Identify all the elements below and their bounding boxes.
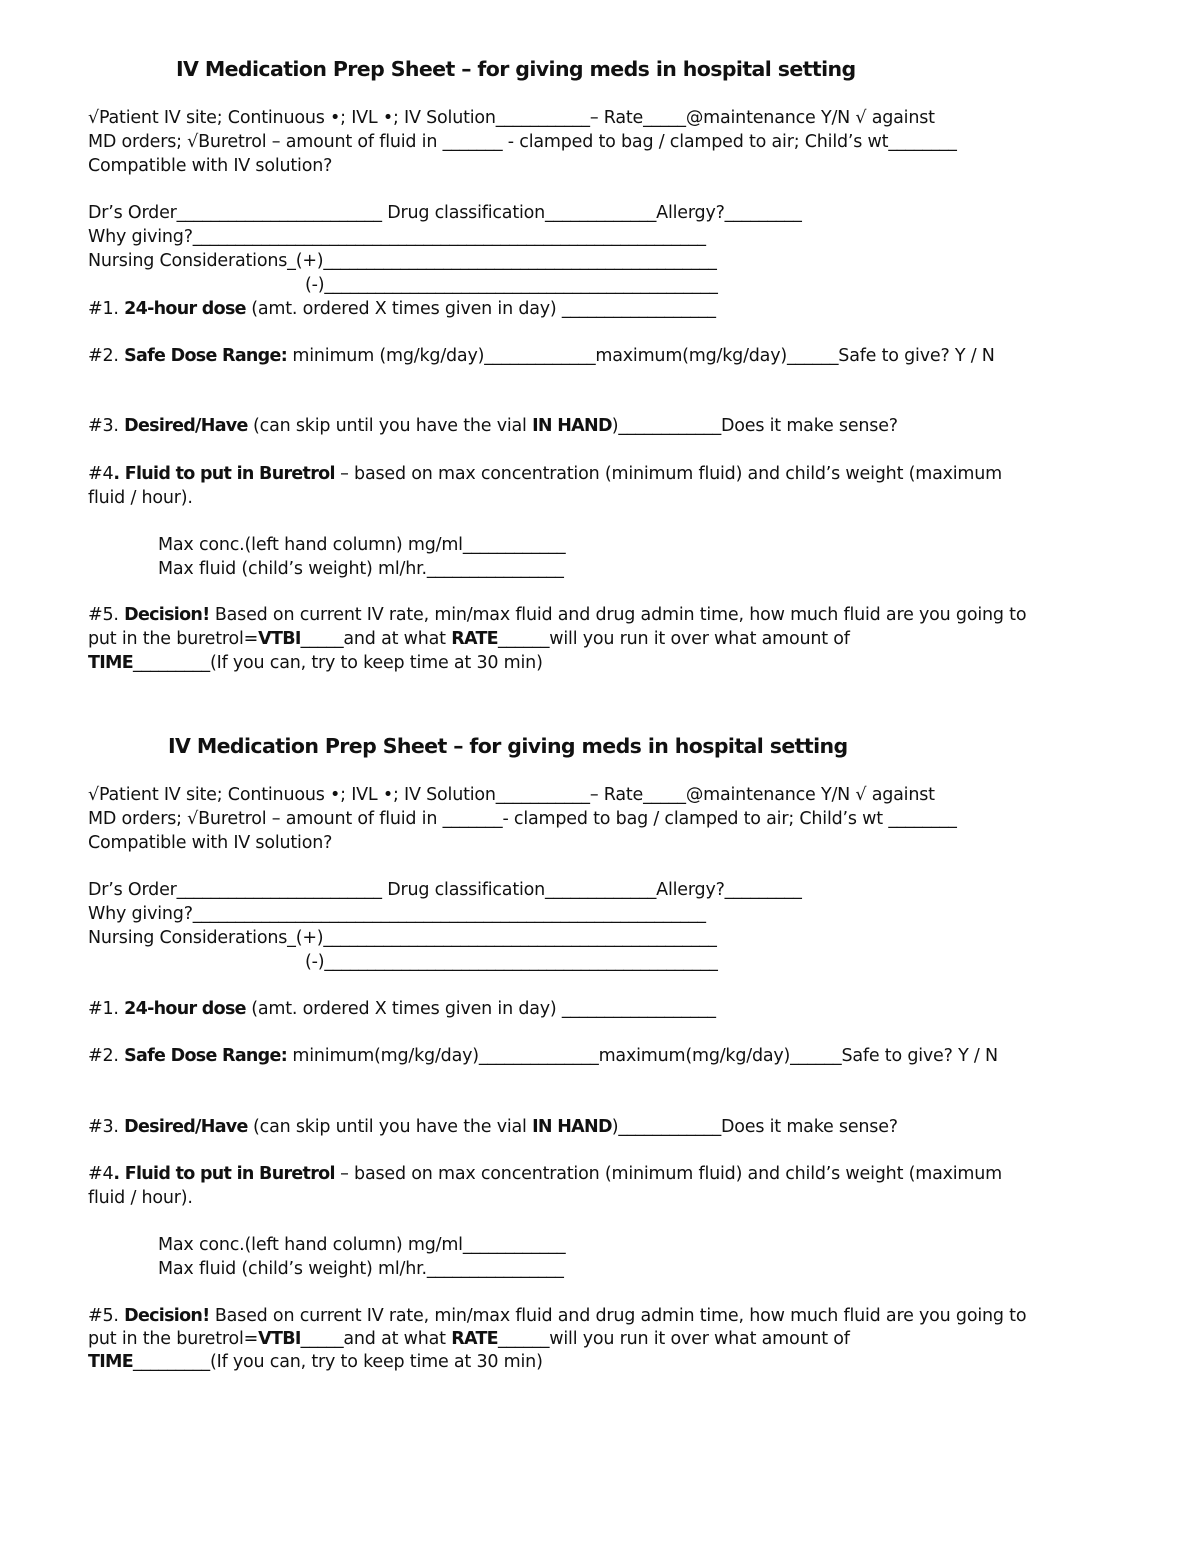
dr-order-line: Dr’s Order________________________ Drug classification_____________Allergy?_________ xyxy=(88,880,802,900)
step-1-24-hour-dose xyxy=(88,297,716,321)
step-label: Decision! xyxy=(124,605,210,625)
step-text: minimum (mg/kg/day)_____________maximum(mg/kg/day)______Safe to give? Y / N xyxy=(292,346,995,366)
step-text: Based on current IV rate, min/max fluid and drug admin time, how much fluid are you going to xyxy=(209,605,1027,625)
step-number: #4 xyxy=(88,464,114,484)
step-label: Safe Dose Range xyxy=(124,1046,281,1066)
step-label: . Fluid to put in Buretrol xyxy=(113,1164,335,1184)
step-3-desired-have xyxy=(88,1115,898,1139)
step-text: (amt. ordered X times given in day) __________________ xyxy=(245,999,716,1019)
step-1-24-hour-dose xyxy=(88,997,716,1021)
step-4-text-cont: fluid / hour). xyxy=(88,1188,193,1208)
amount-text: ______will you run it over what amount of xyxy=(497,629,850,649)
step-5-line-2 xyxy=(88,627,850,651)
step-colon: : xyxy=(280,1046,293,1066)
step-number: #3. xyxy=(88,416,125,436)
compatible-line: Compatible with IV solution? xyxy=(88,833,333,853)
rate-text: _____and at what xyxy=(300,629,452,649)
step-label: Safe Dose Range xyxy=(124,346,281,366)
nursing-considerations-plus: Nursing Considerations_(+)______________________________________________ xyxy=(88,928,717,948)
max-conc-line: Max conc.(left hand column) mg/ml____________ xyxy=(158,1235,566,1255)
step-label: 24-hour dose xyxy=(124,299,246,319)
step-text: (can skip until you have the vial xyxy=(247,416,533,436)
step-text: – based on max concentration (minimum fluid) and child’s weight (maximum xyxy=(334,464,1002,484)
step-label: 24-hour dose xyxy=(124,999,246,1019)
step-text: (amt. ordered X times given in day) __________________ xyxy=(245,299,716,319)
step-label: . Fluid to put in Buretrol xyxy=(113,464,335,484)
buretrol-text: put in the buretrol= xyxy=(88,1329,259,1349)
max-fluid-line: Max fluid (child’s weight) ml/hr.________________ xyxy=(158,559,564,579)
in-hand-label: IN HAND xyxy=(532,416,612,436)
step-number: #4 xyxy=(88,1164,114,1184)
rate-label: RATE xyxy=(451,1329,498,1349)
step-number: #5. xyxy=(88,605,125,625)
step-number: #1. xyxy=(88,999,125,1019)
max-conc-line: Max conc.(left hand column) mg/ml____________ xyxy=(158,535,566,555)
compatible-line: Compatible with IV solution? xyxy=(88,156,333,176)
step-4-fluid-buretrol xyxy=(88,462,1002,486)
nursing-considerations-minus: (-)______________________________________________ xyxy=(305,275,718,295)
step-2-safe-dose-range xyxy=(88,1044,998,1068)
step-5-decision xyxy=(88,1304,1026,1328)
sheet-title: IV Medication Prep Sheet – for giving meds in hospital setting xyxy=(168,734,848,758)
step-colon: : xyxy=(280,346,293,366)
step-label: Decision! xyxy=(124,1306,210,1326)
time-label: TIME xyxy=(88,653,134,673)
sheet-title: IV Medication Prep Sheet – for giving meds in hospital setting xyxy=(176,57,856,81)
step-label: Desired/Have xyxy=(124,1117,248,1137)
step-text: – based on max concentration (minimum fluid) and child’s weight (maximum xyxy=(334,1164,1002,1184)
why-giving-line: Why giving?____________________________________________________________ xyxy=(88,227,706,247)
step-number: #5. xyxy=(88,1306,125,1326)
in-hand-label: IN HAND xyxy=(532,1117,612,1137)
step-label: Desired/Have xyxy=(124,416,248,436)
step-number: #3. xyxy=(88,1117,125,1137)
iv-site-line: √Patient IV site; Continuous •; IVL •; IV Solution___________– Rate_____@maintenance Y/N √ against xyxy=(88,108,935,128)
vtbi-label: VTBI xyxy=(258,1329,301,1349)
prep-sheet-2 xyxy=(0,678,1200,1378)
time-text: _________(If you can, try to keep time at 30 min) xyxy=(133,653,543,673)
step-text: Based on current IV rate, min/max fluid and drug admin time, how much fluid are you going to xyxy=(209,1306,1027,1326)
rate-label: RATE xyxy=(451,629,498,649)
step-text-post: )____________Does it make sense? xyxy=(611,1117,898,1137)
prep-sheet-1 xyxy=(0,0,1200,700)
rate-text: _____and at what xyxy=(300,1329,452,1349)
time-label: TIME xyxy=(88,1352,134,1372)
buretrol-text: put in the buretrol= xyxy=(88,629,259,649)
vtbi-label: VTBI xyxy=(258,629,301,649)
nursing-considerations-plus: Nursing Considerations_(+)______________________________________________ xyxy=(88,251,717,271)
why-giving-line: Why giving?____________________________________________________________ xyxy=(88,904,706,924)
step-2-safe-dose-range xyxy=(88,344,995,368)
step-5-line-2 xyxy=(88,1327,850,1351)
dr-order-line: Dr’s Order________________________ Drug classification_____________Allergy?_________ xyxy=(88,203,802,223)
step-4-fluid-buretrol xyxy=(88,1162,1002,1186)
iv-site-line: √Patient IV site; Continuous •; IVL •; IV Solution___________– Rate_____@maintenance Y/N √ against xyxy=(88,785,935,805)
step-text-post: )____________Does it make sense? xyxy=(611,416,898,436)
md-orders-line: MD orders; √Buretrol – amount of fluid in _______- clamped to bag / clamped to air; Child’s wt ________ xyxy=(88,809,957,829)
step-5-decision xyxy=(88,603,1026,627)
nursing-considerations-minus: (-)______________________________________________ xyxy=(305,952,718,972)
step-5-line-3 xyxy=(88,1350,543,1374)
step-number: #1. xyxy=(88,299,125,319)
step-4-text-cont: fluid / hour). xyxy=(88,488,193,508)
step-number: #2. xyxy=(88,346,125,366)
md-orders-line: MD orders; √Buretrol – amount of fluid in _______ - clamped to bag / clamped to air; Child’s wt________ xyxy=(88,132,957,152)
step-5-line-3 xyxy=(88,651,543,675)
time-text: _________(If you can, try to keep time at 30 min) xyxy=(133,1352,543,1372)
max-fluid-line: Max fluid (child’s weight) ml/hr.________________ xyxy=(158,1259,564,1279)
step-number: #2. xyxy=(88,1046,125,1066)
step-text: minimum(mg/kg/day)______________maximum(mg/kg/day)______Safe to give? Y / N xyxy=(292,1046,998,1066)
step-text: (can skip until you have the vial xyxy=(247,1117,533,1137)
amount-text: ______will you run it over what amount of xyxy=(497,1329,850,1349)
step-3-desired-have xyxy=(88,414,898,438)
